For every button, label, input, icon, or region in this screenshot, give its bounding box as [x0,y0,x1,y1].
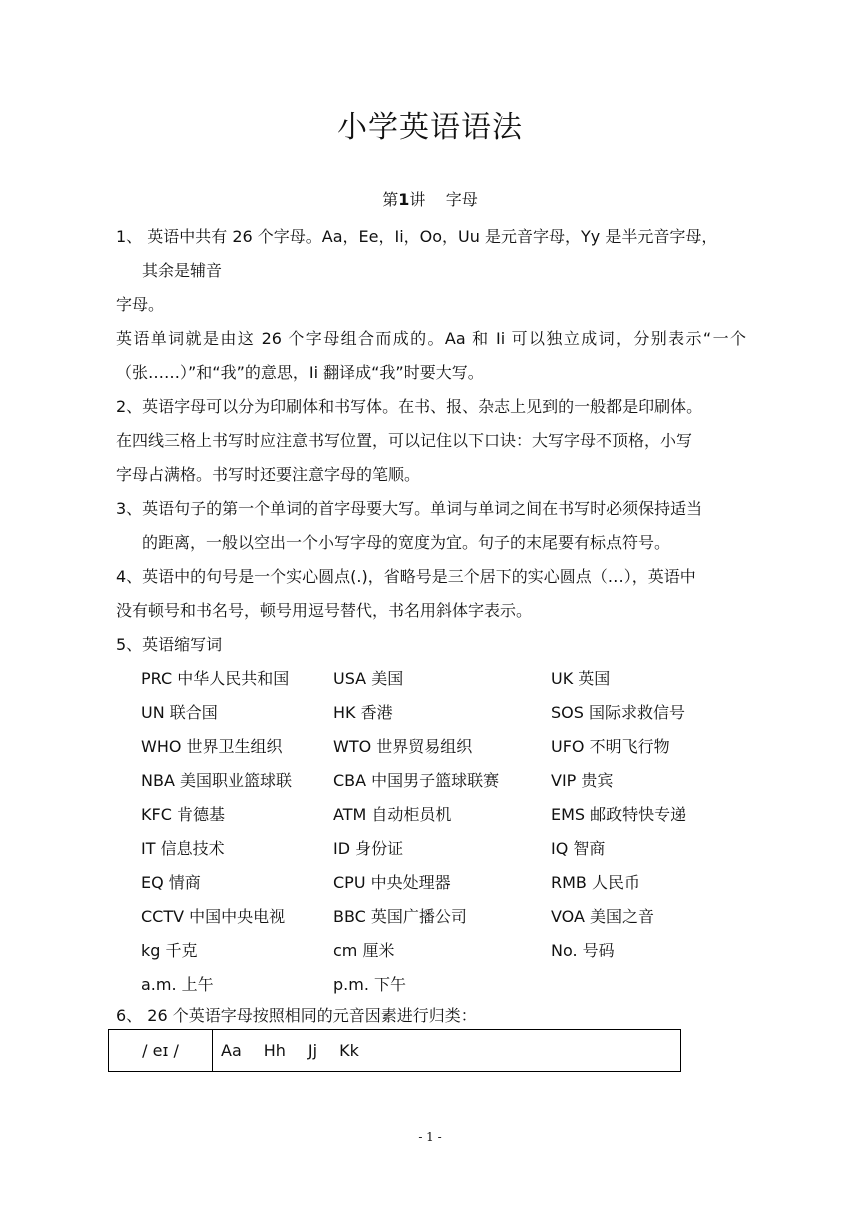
abbr-cell: HK 香港 [333,703,393,722]
abbr-cell: NBA 美国职业篮球联 [141,771,292,790]
p1-line1: 1、 英语中共有 26 个字母。Aa，Ee，Ii，Oo，Uu 是元音字母，Yy 是半元音字母， [116,227,718,246]
abbr-cell: p.m. 下午 [333,975,407,994]
p2-line2: 在四线三格上书写时应注意书写位置，可以记住以下口诀：大写字母不顶格，小写 [116,431,693,450]
p2-line1: 2、英语字母可以分为印刷体和书写体。在书、报、杂志上见到的一般都是印刷体。 [116,397,703,416]
abbr-cell: CPU 中央处理器 [333,873,451,892]
lesson-title [0,188,860,212]
abbr-cell: PRC 中华人民共和国 [141,669,290,688]
letter-item: Hh [263,1041,286,1060]
p2-line3: 字母占满格。书写时还要注意字母的笔顺。 [116,465,421,484]
abbr-cell: IQ 智商 [551,839,606,858]
abbr-cell: WHO 世界卫生组织 [141,737,283,756]
abbr-cell: RMB 人民币 [551,873,640,892]
p5-heading: 5、英语缩写词 [116,635,223,654]
vowel-sound-cell: / eɪ / [109,1030,213,1071]
p1-line2: 其余是辅音 [142,261,223,280]
letter-item: Kk [339,1041,359,1060]
abbr-cell: UK 英国 [551,669,611,688]
abbr-cell: WTO 世界贸易组织 [333,737,473,756]
abbr-cell: VIP 贵宾 [551,771,614,790]
lesson-topic: 字母 [445,190,478,209]
abbr-cell: USA 美国 [333,669,404,688]
lesson-prefix: 第 [382,190,399,209]
abbr-cell: EQ 情商 [141,873,201,892]
lesson-number: 1 [398,190,410,209]
letter-item: Aa [221,1041,242,1060]
p3-line2: 的距离，一般以空出一个小写字母的宽度为宜。句子的末尾要有标点符号。 [142,533,671,552]
abbr-cell: No. 号码 [551,941,615,960]
abbr-cell: UFO 不明飞行物 [551,737,670,756]
abbr-cell: KFC 肯德基 [141,805,225,824]
p1-line3: 字母。 [116,295,165,314]
abbr-cell: kg 千克 [141,941,198,960]
p6-heading: 6、 26 个英语字母按照相同的元音因素进行归类： [116,1006,477,1025]
abbr-cell: IT 信息技术 [141,839,225,858]
abbr-cell: VOA 美国之音 [551,907,655,926]
p1-line4: 英语单词就是由这 26 个字母组合而成的。Aa 和 Ii 可以独立成词，分别表示“一个 [116,329,746,348]
abbr-cell: a.m. 上午 [141,975,214,994]
vowel-letters-cell [213,1030,680,1071]
abbr-cell: cm 厘米 [333,941,395,960]
page-title: 小学英语语法 [337,110,523,145]
p4-line1: 4、英语中的句号是一个实心圆点(.)，省略号是三个居下的实心圆点（…），英语中 [116,567,696,586]
vowel-group-table [108,1029,681,1072]
abbr-cell: SOS 国际求救信号 [551,703,685,722]
p3-line1: 3、英语句子的第一个单词的首字母要大写。单词与单词之间在书写时必须保持适当 [116,499,703,518]
abbr-cell: CCTV 中国中央电视 [141,907,286,926]
abbr-cell: ID 身份证 [333,839,404,858]
lesson-suffix: 讲 [409,190,426,209]
abbr-cell: EMS 邮政特快专递 [551,805,687,824]
p4-line2: 没有顿号和书名号，顿号用逗号替代，书名用斜体字表示。 [116,601,533,620]
abbr-cell: ATM 自动柜员机 [333,805,452,824]
abbr-cell: CBA 中国男子篮球联赛 [333,771,500,790]
p1-line5: （张……）”和“我”的意思，Ii 翻译成“我”时要大写。 [116,363,484,382]
abbr-cell: BBC 英国广播公司 [333,907,467,926]
page-number: - 1 - [418,1130,442,1144]
letter-item: Jj [307,1041,318,1060]
abbr-cell: UN 联合国 [141,703,218,722]
